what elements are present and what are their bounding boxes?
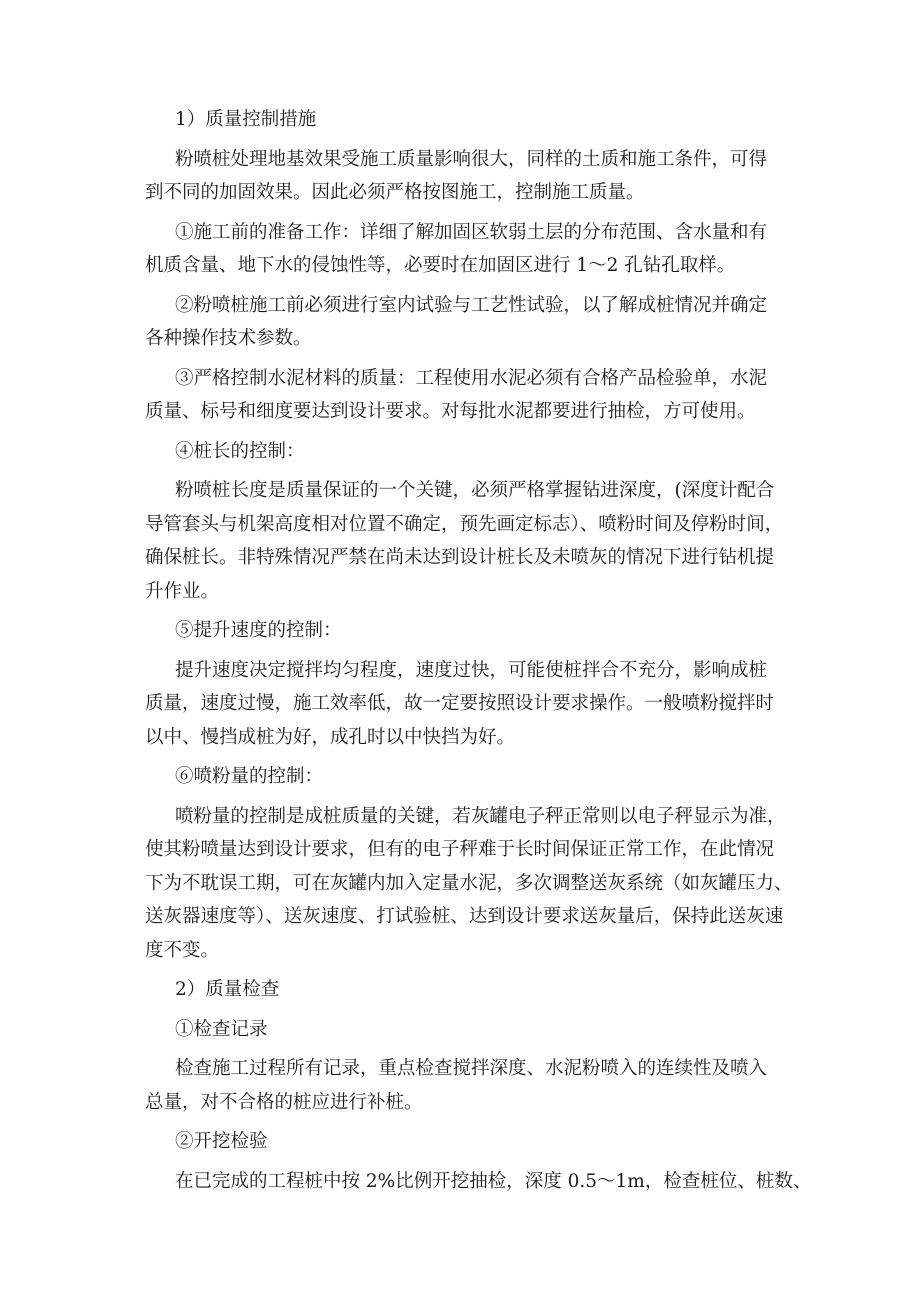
text-line: ③严格控制水泥材料的质量：工程使用水泥必须有合格产品检验单，水泥 [175,367,768,389]
text-line: ②开挖检验 [175,1131,268,1152]
paragraph-cement-quality [145,362,785,429]
heading-inspection-records [175,1013,785,1047]
text-line: 下为不耽误工期，可在灰罐内加入定量水泥，多次调整送灰系统（如灰罐压力、 [145,872,793,894]
text-line: 导管套头与机架高度相对位置不确定，预先画定标志）、喷粉时间及停粉时间， [145,513,784,535]
text-line: 机质含量、地下水的侵蚀性等，必要时在加固区进行 1～2 孔钻孔取样。 [145,255,736,276]
text-line: 使其粉喷量达到设计要求，但有的电子秤难于长时间保证正常工作，在此情况 [145,839,775,860]
text-line: ①施工前的准备工作：详细了解加固区软弱土层的分布范围、含水量和有 [175,221,768,243]
text-line: 度不变。 [145,939,220,961]
paragraph-inspection-records [145,1052,785,1119]
text-line: ⑥喷粉量的控制： [175,766,324,787]
text-line: 确保桩长。非特殊情况严禁在尚未达到设计桩长及未喷灰的情况下进行钻机提 [145,547,775,568]
text-line: 在已完成的工程桩中按 2%比例开挖抽检，深度 0.5～1m，检查桩位、桩数、 [175,1170,812,1192]
paragraph-pile-length [145,474,785,608]
text-line: 粉喷桩处理地基效果受施工质量影响很大，同样的土质和施工条件，可得 [175,148,768,170]
text-line: 喷粉量的控制是成桩质量的关键，若灰罐电子秤正常则以电子秤显示为准， [175,805,786,827]
text-line: 各种操作技术参数。 [145,328,312,349]
text-line: ④桩长的控制： [175,440,305,462]
text-line: 2）质量检查 [175,979,280,1000]
text-line: 检查施工过程所有记录，重点检查搅拌深度、水泥粉喷入的连续性及喷入 [175,1058,768,1079]
text-line: 质量，速度过慢，施工效率低，故一定要按照设计要求操作。一般喷粉搅拌时 [145,693,775,714]
text-line: 到不同的加固效果。因此必须严格按图施工，控制施工质量。 [145,182,645,203]
text-line: ⑤提升速度的控制： [175,620,342,641]
text-line: 提升速度决定搅拌均匀程度，速度过快，可能使桩拌合不充分，影响成桩 [175,659,768,681]
heading-pile-length [175,435,785,469]
paragraph-spray-amount [145,800,793,968]
paragraph-lift-speed [145,654,785,755]
heading-excavation-check [175,1125,785,1159]
text-line: 送灰器速度等）、送灰速度、打试验桩、达到设计要求送灰量后，保持此送灰速 [145,906,784,927]
heading-quality-inspection [175,973,785,1007]
text-line: 升作业。 [145,580,220,602]
text-line: 粉喷桩长度是质量保证的一个关键，必须严格掌握钻进深度，(深度计配合 [175,480,775,501]
text-line: 以中、慢挡成桩为好，成孔时以中快挡为好。 [145,726,516,748]
text-line: 质量、标号和细度要达到设计要求。对每批水泥都要进行抽检，方可使用。 [145,401,756,422]
heading-lift-speed [175,614,785,648]
heading-spray-amount [175,760,785,794]
text-line: ①检查记录 [175,1018,268,1040]
paragraph-intro [145,143,785,210]
paragraph-lab-tests [145,289,785,356]
text-line: 1）质量控制措施 [175,109,317,130]
heading-quality-control-measures [175,103,785,137]
paragraph-preparation [145,216,785,283]
paragraph-excavation-check [175,1165,812,1199]
text-line: ②粉喷桩施工前必须进行室内试验与工艺性试验，以了解成桩情况并确定 [175,294,768,316]
document-body [145,103,812,1204]
text-line: 总量，对不合格的桩应进行补桩。 [145,1091,423,1113]
